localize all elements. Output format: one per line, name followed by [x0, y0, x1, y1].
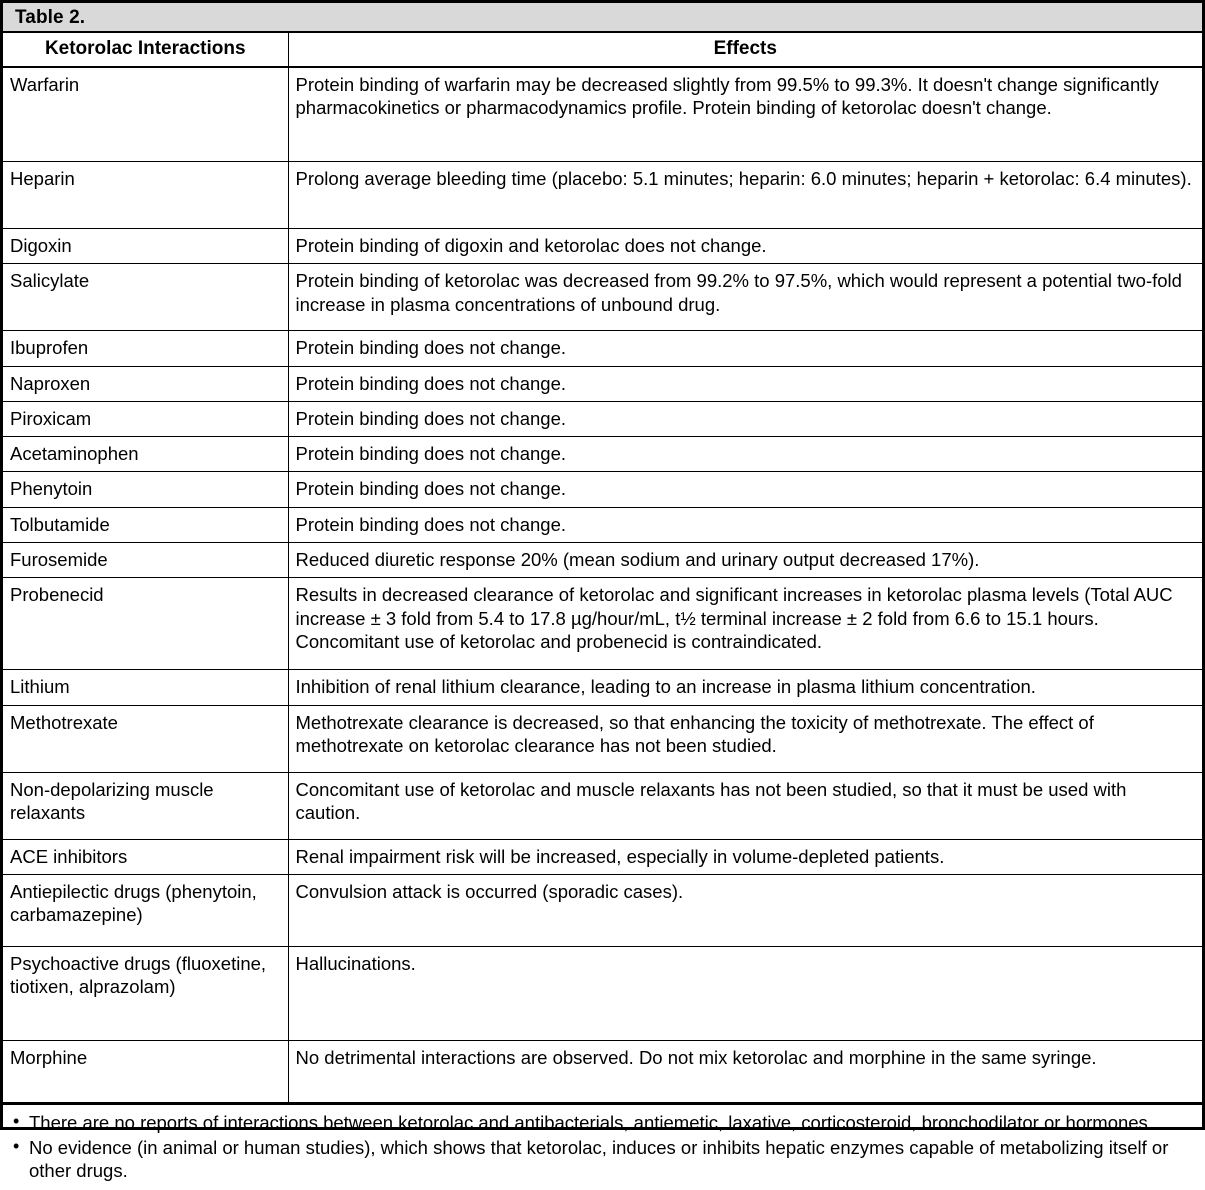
cell-effect: Protein binding of warfarin may be decreased slightly from 99.5% to 99.3%. It doesn't change significantly pharmacokinetics or pharmacodynamics profile. Protein binding of ketorolac doesn't change. [288, 67, 1202, 162]
cell-effect: Protein binding does not change. [288, 401, 1202, 436]
cell-interaction: Tolbutamide [3, 507, 288, 542]
cell-interaction: Naproxen [3, 366, 288, 401]
cell-interaction: Furosemide [3, 543, 288, 578]
table-row [3, 874, 1202, 946]
cell-effect: Methotrexate clearance is decreased, so that enhancing the toxicity of methotrexate. The effect of methotrexate on ketorolac clearance has not been studied. [288, 705, 1202, 772]
footnote-item [13, 1136, 1192, 1183]
table-row [3, 705, 1202, 772]
cell-effect: Protein binding does not change. [288, 472, 1202, 507]
cell-interaction: Acetaminophen [3, 437, 288, 472]
table-row [3, 507, 1202, 542]
table-header-row [3, 33, 1202, 67]
table-row [3, 670, 1202, 705]
bullet-icon: • [13, 1110, 20, 1131]
cell-interaction: Antiepilectic drugs (phenytoin, carbamazepine) [3, 874, 288, 946]
table-row [3, 839, 1202, 874]
interactions-table [3, 33, 1202, 1103]
cell-effect: Prolong average bleeding time (placebo: 5.1 minutes; heparin: 6.0 minutes; heparin + ketorolac: 6.4 minutes). [288, 161, 1202, 228]
table-row [3, 401, 1202, 436]
cell-interaction: Non-depolarizing muscle relaxants [3, 772, 288, 839]
table-row [3, 472, 1202, 507]
cell-effect: Protein binding of digoxin and ketorolac does not change. [288, 228, 1202, 263]
table-row [3, 161, 1202, 228]
table-row [3, 264, 1202, 331]
cell-effect: Inhibition of renal lithium clearance, leading to an increase in plasma lithium concentration. [288, 670, 1202, 705]
cell-interaction: Heparin [3, 161, 288, 228]
cell-effect: Convulsion attack is occurred (sporadic cases). [288, 874, 1202, 946]
footnote-item [13, 1111, 1192, 1135]
table-row [3, 228, 1202, 263]
cell-interaction: Salicylate [3, 264, 288, 331]
table-row [3, 543, 1202, 578]
bullet-icon: • [13, 1135, 20, 1156]
cell-interaction: Ibuprofen [3, 331, 288, 366]
cell-effect: Concomitant use of ketorolac and muscle relaxants has not been studied, so that it must be used with caution. [288, 772, 1202, 839]
cell-interaction: Probenecid [3, 578, 288, 670]
cell-effect: Results in decreased clearance of ketorolac and significant increases in ketorolac plasma levels (Total AUC increase ± 3 fold from 5.4 to 17.8 µg/hour/mL, t½ terminal increase ± 2 fold from 6.6 to 15.1 hours. Concomitant use of ketorolac and probenecid is contraindicated. [288, 578, 1202, 670]
table-row [3, 67, 1202, 162]
column-header-effects: Effects [288, 33, 1202, 67]
table-row [3, 437, 1202, 472]
cell-interaction: Lithium [3, 670, 288, 705]
cell-effect: Protein binding of ketorolac was decreased from 99.2% to 97.5%, which would represent a potential two-fold increase in plasma concentrations of unbound drug. [288, 264, 1202, 331]
cell-interaction: Morphine [3, 1040, 288, 1102]
cell-interaction: Warfarin [3, 67, 288, 162]
cell-interaction: Methotrexate [3, 705, 288, 772]
table-row [3, 946, 1202, 1040]
column-header-interactions: Ketorolac Interactions [3, 33, 288, 67]
table-row [3, 366, 1202, 401]
cell-interaction: Psychoactive drugs (fluoxetine, tiotixen, alprazolam) [3, 946, 288, 1040]
cell-effect: Renal impairment risk will be increased, especially in volume-depleted patients. [288, 839, 1202, 874]
cell-effect: Hallucinations. [288, 946, 1202, 1040]
cell-effect: Protein binding does not change. [288, 331, 1202, 366]
table-caption-band [3, 3, 1202, 33]
table-row [3, 1040, 1202, 1102]
cell-effect: Protein binding does not change. [288, 437, 1202, 472]
cell-effect: Protein binding does not change. [288, 366, 1202, 401]
cell-effect: No detrimental interactions are observed. Do not mix ketorolac and morphine in the same syringe. [288, 1040, 1202, 1102]
table-row [3, 578, 1202, 670]
table-head [3, 33, 1202, 67]
cell-interaction: Phenytoin [3, 472, 288, 507]
cell-effect: Protein binding does not change. [288, 507, 1202, 542]
footnote-list [13, 1111, 1192, 1183]
cell-interaction: Digoxin [3, 228, 288, 263]
table-footnotes [3, 1103, 1202, 1190]
table-caption-label: Table 2. [15, 6, 86, 28]
cell-interaction: Piroxicam [3, 401, 288, 436]
cell-interaction: ACE inhibitors [3, 839, 288, 874]
footnote-text: No evidence (in animal or human studies), which shows that ketorolac, induces or inhibits hepatic enzymes capable of metabolizing itself or other drugs. [29, 1136, 1169, 1182]
cell-effect: Reduced diuretic response 20% (mean sodium and urinary output decreased 17%). [288, 543, 1202, 578]
table-row [3, 331, 1202, 366]
table-row [3, 772, 1202, 839]
footnote-text: There are no reports of interactions between ketorolac and antibacterials, antiemetic, laxative, corticosteroid, bronchodilator or hormones. [29, 1111, 1153, 1133]
table-body [3, 67, 1202, 1102]
